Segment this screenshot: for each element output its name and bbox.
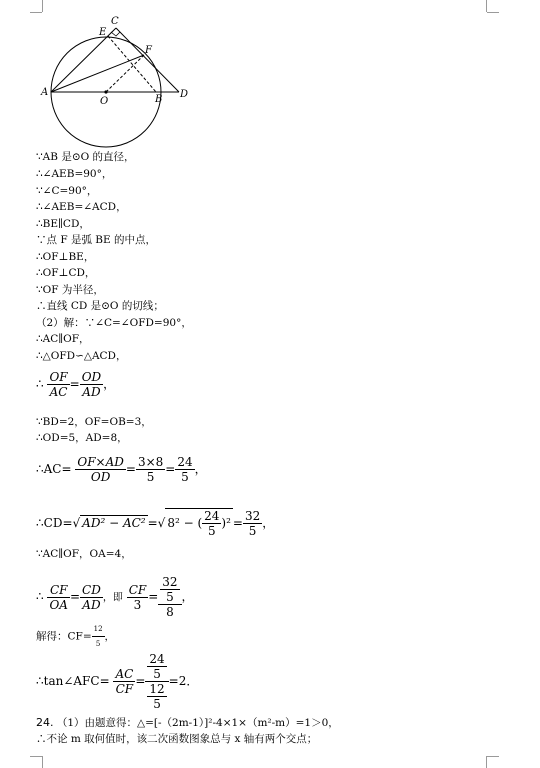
denominator: 5: [136, 469, 165, 484]
crop-mark-tr-v: [486, 0, 487, 12]
fraction-32-5-over-8: [158, 575, 181, 619]
punct: ，: [181, 589, 194, 604]
line-1: ∵AB 是⊙O 的直径，: [36, 151, 135, 163]
label-a: A: [41, 87, 49, 98]
numerator: 32: [162, 575, 178, 589]
label-d: D: [180, 89, 189, 100]
crop-mark-br-h: [487, 756, 499, 757]
line-14: ∴ $\frac{OF}{AC}$ = $\frac{OD}{AD}$ ，: [36, 370, 116, 399]
denominator: AD: [80, 384, 103, 399]
sqrt-part-a: 8² − (: [167, 516, 203, 530]
tan-prefix: ∴tan∠AFC=: [36, 674, 110, 688]
fraction-12-5: [92, 622, 105, 651]
question-number: 24.: [36, 716, 54, 729]
denominator: 5: [92, 636, 105, 651]
sqrt-part-b: )²: [221, 516, 231, 530]
denominator: AD: [80, 597, 103, 612]
numerator: OD: [81, 370, 102, 384]
fraction-cd-ad: [80, 583, 103, 612]
line-8: ∴OF⊥CD，: [36, 267, 96, 279]
ac-prefix: ∴AC=: [36, 462, 72, 476]
cd-prefix: ∴CD=: [36, 516, 73, 530]
line-12: ∴AC∥OF，: [36, 333, 90, 345]
result-2: =2．: [168, 674, 199, 688]
line-23: [36, 716, 339, 730]
segment-af: [51, 55, 144, 92]
crop-mark-bl-v: [42, 756, 43, 768]
right-angle-mark: [111, 32, 120, 36]
line-22: ∴tan∠AFC= $\frac{AC}{CF}$ = $\frac{\frac{24}{5}}{\frac{12}{5}}$ =2．: [36, 652, 199, 711]
line-16: ∴OD=5，AD=8，: [36, 432, 128, 444]
sqrt-ad-ac: AD² − AC²: [82, 516, 146, 530]
denominator: 5: [243, 523, 262, 538]
fraction-ofad-od: [75, 455, 126, 484]
fraction-12-5-bottom: [147, 682, 166, 711]
fraction-3x8-5: [136, 455, 165, 484]
line-7: ∴OF⊥BE，: [36, 251, 95, 263]
crop-mark-bl-h: [30, 756, 42, 757]
label-c: C: [111, 16, 119, 27]
line-3: ∵∠C=90°，: [36, 185, 98, 197]
numerator: 24: [204, 509, 220, 523]
geometry-figure: [38, 10, 198, 148]
fraction-24-5-top: [147, 652, 166, 681]
punct: ，: [104, 630, 116, 643]
denominator: 5: [160, 589, 179, 604]
line-4: ∴∠AEB=∠ACD，: [36, 201, 127, 213]
denominator: 5: [147, 696, 166, 711]
denominator: 5: [147, 666, 166, 681]
crop-mark-tr-h: [487, 12, 499, 13]
numerator: 12: [93, 625, 103, 633]
denominator: OD: [75, 469, 126, 484]
numerator: CF: [49, 582, 68, 597]
fraction-cf-3: [127, 583, 149, 612]
line-6: ∵点 F 是弧 BE 的中点，: [36, 234, 157, 246]
numerator: 12: [149, 682, 165, 696]
punct: ，: [103, 377, 116, 391]
numerator: OF×AD: [77, 455, 124, 469]
denominator: AC: [47, 384, 69, 399]
line-9: ∵OF 为半径，: [36, 284, 104, 296]
numerator: 3×8: [137, 455, 164, 469]
segment-of: [106, 55, 144, 92]
sqrt-8-24-5: [165, 508, 233, 538]
line-17: ∴AC= $\frac{OF\times AD}{OD}$ = $\frac{3\times 8}{5}$ = $\frac{24}{5}$ ，: [36, 455, 207, 484]
label-o: O: [100, 96, 109, 107]
numerator: [145, 652, 168, 681]
denominator: 5: [175, 469, 194, 484]
numerator: OF: [49, 370, 68, 384]
solution-prefix: 解得：CF=: [36, 630, 92, 643]
line-18: ∴CD=√ AD² − AC² =√ 8² − ( $\frac{24}{5}$ )² = $\frac{32}{5}$ ，: [36, 509, 275, 538]
numerator: 32: [244, 509, 261, 523]
line-15: ∵BD=2，OF=OB=3，: [36, 416, 152, 428]
line-5: ∴BE∥CD，: [36, 218, 90, 230]
numerator: 24: [149, 652, 165, 666]
denominator: OA: [49, 597, 68, 612]
denominator: CF: [113, 681, 135, 696]
line-19: ∵AC∥OF，OA=4，: [36, 548, 132, 560]
line-24: ∴不论 m 取何值时，该二次函数图象总与 x 轴有两个交点；: [36, 733, 318, 745]
question-24-part1: （1）由题意得：△=[-（2m-1）]²-4×1×（m²-m）=1＞0，: [56, 717, 339, 729]
fraction-of-ac: [47, 370, 69, 399]
punct: ，: [194, 462, 207, 476]
numerator: CF: [128, 582, 147, 597]
therefore-symbol: ∴: [36, 589, 44, 604]
line-11: （2）解：∵∠C=∠OFD=90°，: [36, 317, 192, 329]
fraction-cf-oa: [47, 583, 70, 612]
fraction-complex: [145, 652, 168, 711]
center-dot: [104, 90, 107, 93]
numerator: AC: [115, 667, 134, 681]
therefore-symbol: ∴: [36, 377, 44, 391]
fraction-32-5-inner: [160, 575, 179, 604]
label-e: E: [99, 27, 107, 38]
denominator: 3: [127, 597, 149, 612]
numerator: CD: [82, 582, 101, 597]
fraction-24-5: [175, 455, 194, 484]
label-f: F: [145, 45, 152, 56]
ji-text: ，即: [102, 592, 123, 604]
label-b: B: [155, 94, 163, 105]
line-2: ∴∠AEB=90°，: [36, 168, 113, 180]
line-20: ∴ $\frac{CF}{OA}$ = $\frac{CD}{AD}$ ，即 $\frac{CF}{3}$ = $\frac{\frac{32}{5}}{8}$ ，: [36, 575, 194, 619]
fraction-32-5: [243, 509, 262, 538]
line-21: [36, 622, 115, 651]
fraction-24-5-inner: [202, 509, 221, 538]
denominator: [145, 681, 168, 711]
fraction-od-ad: [80, 370, 103, 399]
denominator: 5: [202, 523, 221, 538]
line-13: ∴△OFD∽△ACD，: [36, 350, 127, 362]
line-10: ∴直线 CD 是⊙O 的切线；: [36, 300, 164, 312]
numerator: 24: [177, 455, 193, 469]
crop-mark-br-v: [486, 756, 487, 768]
denominator: 8: [158, 604, 181, 619]
fraction-ac-cf: [113, 667, 135, 696]
punct: ，: [262, 516, 275, 530]
numerator: [158, 575, 181, 604]
